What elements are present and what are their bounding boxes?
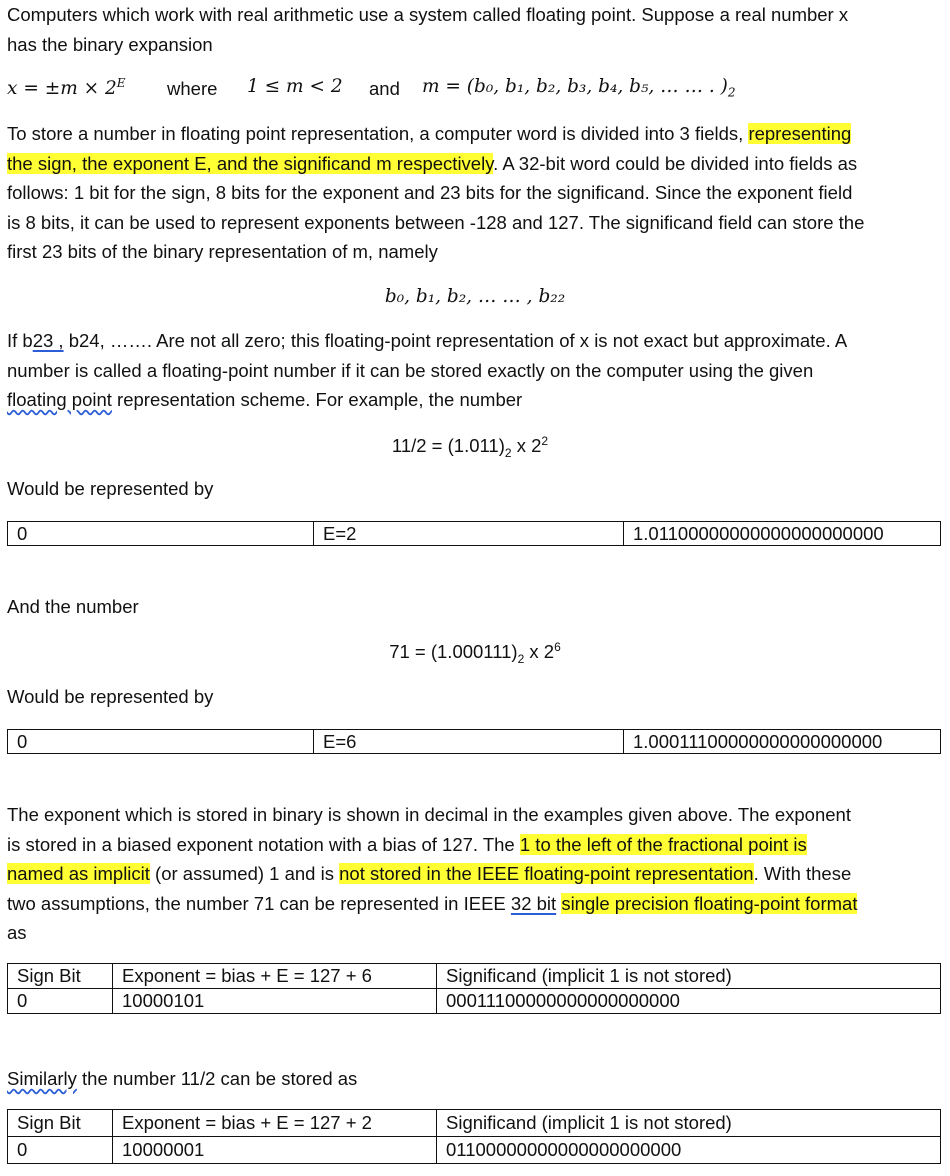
32-bit-underlined: 32 bit <box>510 892 557 914</box>
storage-line-3: follows: 1 bit for the sign, 8 bits for the exponent and 23 bits for the significand. Since the exponent field <box>7 182 853 203</box>
storage-line-5: first 23 bits of the binary representation of m, namely <box>7 241 438 262</box>
bits-sequence: b₀, b₁, b₂, … … , b₂₂ <box>384 286 566 307</box>
biased-exponent-paragraph: The exponent which is stored in binary is shown in decimal in the examples given above. The exponent is stored in a biased exponent notation with a bias of 127. The 1 to the left of the fractional point is named as implicit (or assumed) 1 and is not stored in the IEEE floating-point representation. With these two assumptions, the number 71 can be represented in IEEE 32 bit single precision floating-point format as <box>7 804 858 943</box>
intro-line-1: Computers which work with real arithmetic use a system called floating point. Suppose a real number x <box>7 4 849 25</box>
value-significand: 01100000000000000000000 <box>437 1137 941 1164</box>
significand-cell: 1.00011100000000000000000 <box>624 730 941 754</box>
sign-cell: 0 <box>8 730 314 754</box>
header-sign-bit: Sign Bit <box>8 964 113 989</box>
sign-cell: 0 <box>8 522 314 546</box>
value-exponent: 10000001 <box>113 1137 437 1164</box>
b23-underlined: 23 , <box>32 330 64 351</box>
similarly-underlined: Similarly <box>7 1068 77 1089</box>
value-sign-bit: 0 <box>8 989 113 1014</box>
storage-line-4: is 8 bits, it can be used to represent exponents between -128 and 127. The significand field can store the <box>7 211 865 233</box>
similarly-line: Similarly the number 11/2 can be stored as <box>7 1068 358 1089</box>
highlight-not-stored: not stored in the IEEE floating-point representation <box>339 863 754 884</box>
would-be-represented-2: Would be represented by <box>7 686 214 707</box>
formula-lhs: $x = \pm m \times 2^E$ <box>7 76 126 100</box>
and-the-number: And the number <box>7 596 139 617</box>
equation-11-over-2: $11/2 = (1.011)_2$ x $2^2$ <box>391 434 549 460</box>
highlight-representing: representing <box>748 123 852 144</box>
highlight-named-implicit: named as implicit <box>7 863 150 884</box>
ieee-table-71 <box>7 963 941 1014</box>
formula-where: where <box>167 78 218 99</box>
exponent-cell: E=6 <box>314 730 624 754</box>
highlight-single-precision: single precision floating-point format <box>561 892 858 914</box>
header-significand: Significand (implicit 1 is not stored) <box>437 1110 941 1137</box>
header-exponent: Exponent = bias + E = 127 + 2 <box>113 1110 437 1137</box>
value-exponent: 10000101 <box>113 989 437 1014</box>
representation-table-71 <box>7 729 941 754</box>
header-sign-bit: Sign Bit <box>8 1110 113 1137</box>
highlight-fields: the sign, the exponent E, and the significand m respectively <box>7 152 494 174</box>
significand-cell: 1.01100000000000000000000 <box>624 522 941 546</box>
header-exponent: Exponent = bias + E = 127 + 6 <box>113 964 437 989</box>
floating-point-underlined: floating point <box>7 389 112 410</box>
formula-line <box>7 76 947 106</box>
representation-table-11-over-2 <box>7 521 941 546</box>
ieee-table-11-over-2 <box>7 1109 941 1164</box>
formula-and: and <box>369 78 400 99</box>
intro-line-2: has the binary expansion <box>7 33 213 55</box>
exponent-cell: E=2 <box>314 522 624 546</box>
would-be-represented-1: Would be represented by <box>7 478 214 499</box>
header-significand: Significand (implicit 1 is not stored) <box>437 964 941 989</box>
formula-range: 1 ≤ m < 2 <box>247 76 343 97</box>
storage-paragraph <box>7 119 947 267</box>
equation-71: $71 = (1.000111)_2$ x $2^6$ <box>389 640 561 666</box>
intro-paragraph <box>7 0 947 59</box>
value-sign-bit: 0 <box>8 1137 113 1164</box>
approximation-paragraph: If b23 , b24, ……. Are not all zero; this floating-point representation of x is not exact but approximate. A number is called a floating-point number if it can be stored exactly on the computer using the given floating point representation scheme. For example, the number <box>7 330 848 410</box>
formula-m-definition: m = (b₀, b₁, b₂, b₃, b₄, b₅, … … . )$_2$ <box>422 76 736 100</box>
highlight-implicit-1: 1 to the left of the fractional point is <box>519 833 807 855</box>
storage-line-2: the sign, the exponent E, and the significand m respectively. A 32-bit word could be divided into fields as <box>7 152 858 174</box>
storage-line-1: To store a number in floating point representation, a computer word is divided into 3 fields, representing <box>7 123 852 144</box>
value-significand: 00011100000000000000000 <box>437 989 941 1014</box>
